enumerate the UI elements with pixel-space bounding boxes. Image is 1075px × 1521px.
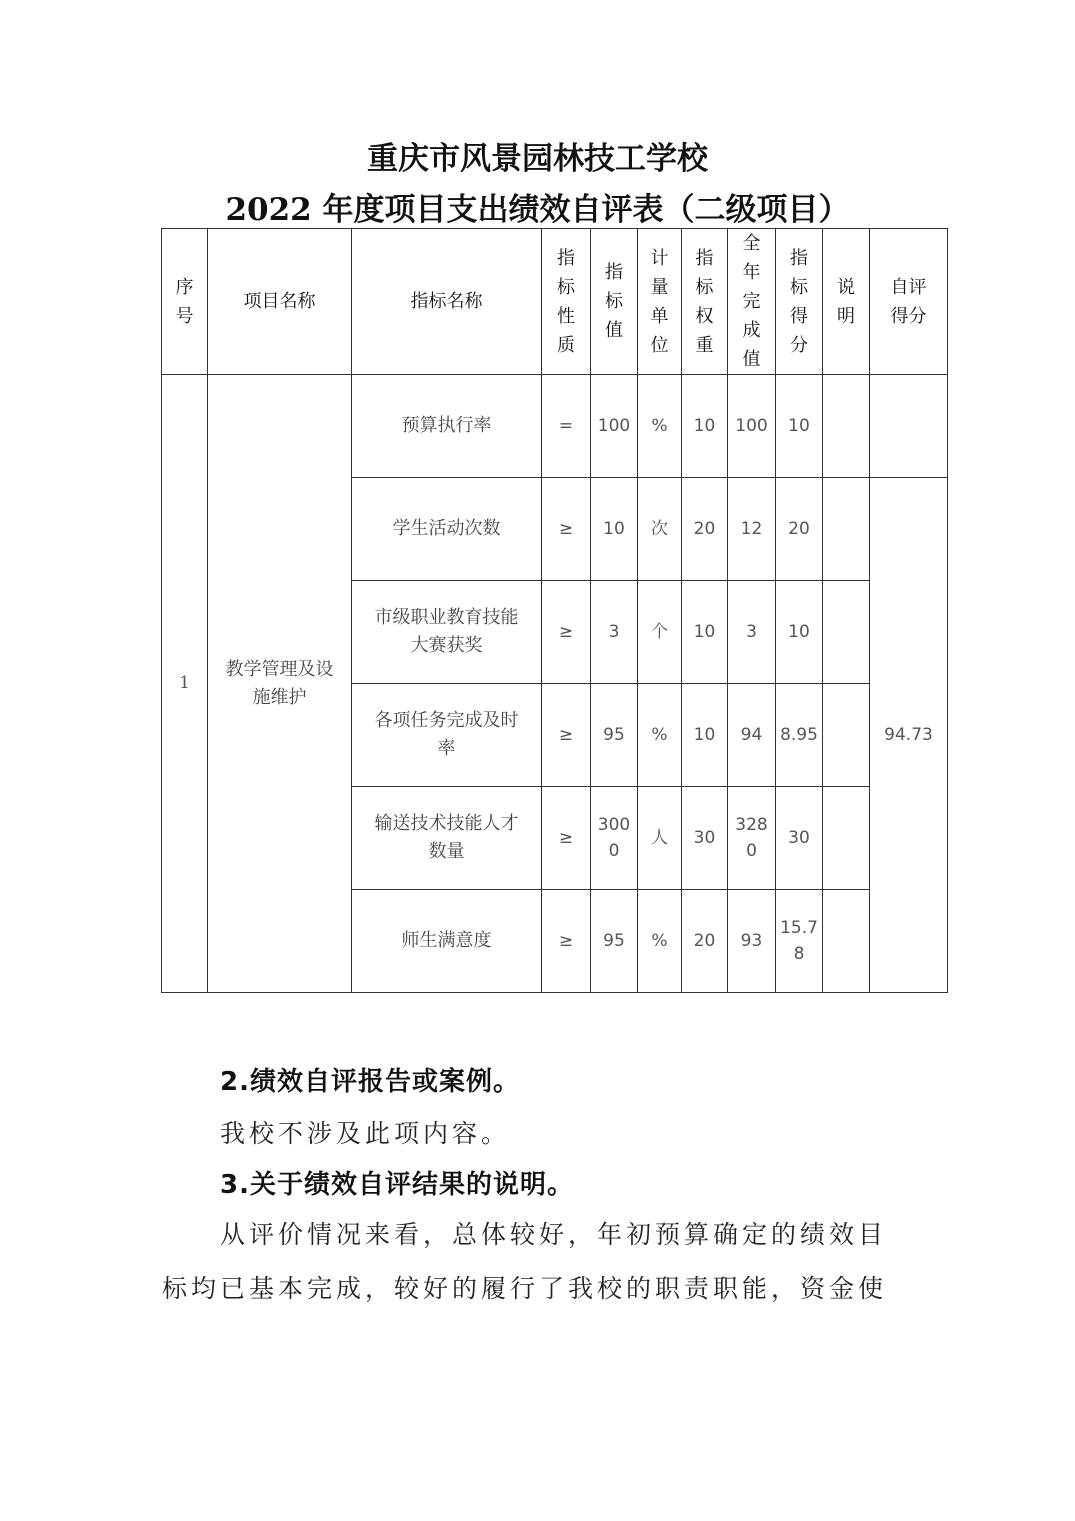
cell-nature: ≥ (542, 684, 591, 787)
cell-self-score-empty (870, 375, 948, 478)
cell-value: 95 (591, 684, 638, 787)
cell-weight: 30 (682, 787, 728, 890)
header-annual-completed: 全年完成值 (728, 229, 776, 375)
cell-completed: 3 (728, 581, 776, 684)
cell-weight: 10 (682, 581, 728, 684)
cell-unit: 次 (638, 478, 682, 581)
cell-value: 10 (591, 478, 638, 581)
cell-indicator: 各项任务完成及时率 (352, 684, 542, 787)
cell-remark (823, 478, 870, 581)
cell-indicator: 预算执行率 (352, 375, 542, 478)
performance-table (161, 228, 948, 993)
cell-completed: 100 (728, 375, 776, 478)
header-self-score: 自评得分 (870, 229, 948, 375)
cell-unit: % (638, 890, 682, 993)
section-text-result-line2: 标均已基本完成，较好的履行了我校的职责职能，资金使 (162, 1274, 888, 1303)
cell-remark (823, 684, 870, 787)
cell-value: 3 (591, 581, 638, 684)
cell-seq: 1 (162, 375, 208, 993)
cell-unit: 个 (638, 581, 682, 684)
cell-value: 95 (591, 890, 638, 993)
header-indicator-value: 指标值 (591, 229, 638, 375)
cell-value: 100 (591, 375, 638, 478)
document-title-school: 重庆市风景园林技工学校 (367, 141, 708, 177)
cell-unit: % (638, 375, 682, 478)
header-project-name: 项目名称 (208, 229, 352, 375)
cell-nature: ≥ (542, 581, 591, 684)
cell-score: 15.78 (776, 890, 823, 993)
cell-score: 10 (776, 375, 823, 478)
cell-project-name: 教学管理及设施维护 (208, 375, 352, 993)
cell-value: 3000 (591, 787, 638, 890)
header-weight: 指标权重 (682, 229, 728, 375)
cell-weight: 20 (682, 890, 728, 993)
cell-weight: 10 (682, 375, 728, 478)
header-remark: 说明 (823, 229, 870, 375)
cell-score: 30 (776, 787, 823, 890)
section-heading-report: 2.绩效自评报告或案例。 (220, 1067, 520, 1097)
cell-remark (823, 890, 870, 993)
cell-completed: 94 (728, 684, 776, 787)
header-unit: 计量单位 (638, 229, 682, 375)
cell-nature: = (542, 375, 591, 478)
cell-weight: 10 (682, 684, 728, 787)
header-indicator-score: 指标得分 (776, 229, 823, 375)
cell-indicator: 师生满意度 (352, 890, 542, 993)
cell-indicator: 输送技术技能人才数量 (352, 787, 542, 890)
header-indicator-nature: 指标性质 (542, 229, 591, 375)
cell-self-score: 94.73 (870, 478, 948, 993)
cell-indicator: 学生活动次数 (352, 478, 542, 581)
cell-remark (823, 581, 870, 684)
section-text-report: 我校不涉及此项内容。 (220, 1119, 511, 1148)
cell-unit: 人 (638, 787, 682, 890)
section-text-result-line1: 从评价情况来看，总体较好，年初预算确定的绩效目 (220, 1220, 888, 1249)
cell-completed: 93 (728, 890, 776, 993)
cell-remark (823, 787, 870, 890)
cell-completed: 12 (728, 478, 776, 581)
cell-nature: ≥ (542, 890, 591, 993)
section-heading-result: 3.关于绩效自评结果的说明。 (220, 1170, 574, 1200)
cell-unit: % (638, 684, 682, 787)
table-header-row (162, 229, 948, 375)
cell-indicator: 市级职业教育技能大赛获奖 (352, 581, 542, 684)
cell-score: 10 (776, 581, 823, 684)
document-title-form: 2022 年度项目支出绩效自评表（二级项目） (225, 192, 850, 228)
cell-completed: 3280 (728, 787, 776, 890)
table-row (162, 375, 948, 478)
cell-nature: ≥ (542, 478, 591, 581)
cell-nature: ≥ (542, 787, 591, 890)
header-seq: 序号 (162, 229, 208, 375)
cell-score: 20 (776, 478, 823, 581)
cell-score: 8.95 (776, 684, 823, 787)
cell-remark (823, 375, 870, 478)
cell-weight: 20 (682, 478, 728, 581)
header-indicator-name: 指标名称 (352, 229, 542, 375)
